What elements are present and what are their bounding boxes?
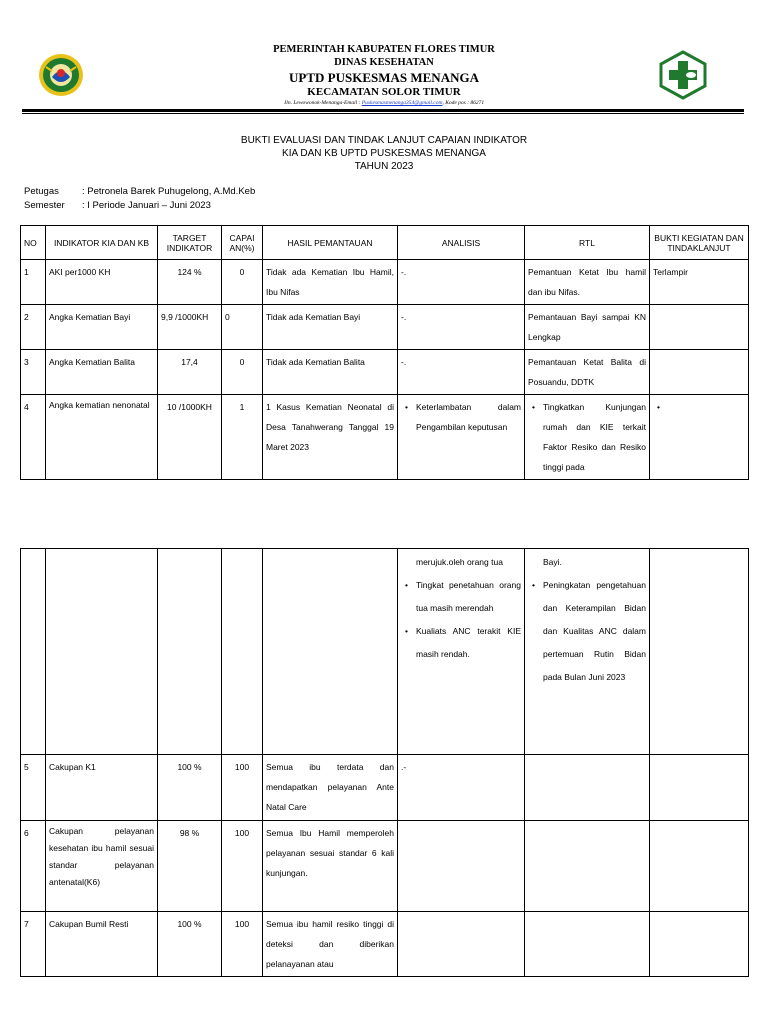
officer-label: Petugas <box>24 186 59 197</box>
cell-no: 4 <box>21 395 46 480</box>
semester-value: : I Periode Januari – Juni 2023 <box>82 200 211 211</box>
analisis-point: • Keterlambatan dalam Pengambilan keputusan <box>410 397 521 437</box>
cell-bukti <box>650 350 749 395</box>
letterhead-district: KECAMATAN SOLOR TIMUR <box>307 86 461 98</box>
cell-no: 6 <box>21 821 46 912</box>
cell-rtl <box>525 549 650 755</box>
cell-capaian: 0 <box>222 350 263 395</box>
cell-bukti <box>650 549 749 755</box>
header-rtl: RTL <box>525 226 650 260</box>
rtl-continued: Bayi. <box>543 557 562 567</box>
cell-rtl <box>525 395 650 480</box>
cell-analisis: -. <box>398 305 525 350</box>
semester-label: Semester <box>24 200 65 211</box>
cell-capaian: 100 <box>222 755 263 821</box>
cell-analisis: .- <box>398 755 525 821</box>
header-no: NO <box>21 226 46 260</box>
cell-indikator <box>46 549 158 755</box>
cell-analisis: -. <box>398 350 525 395</box>
letterhead-address <box>0 100 768 106</box>
table-row <box>21 755 749 821</box>
cell-no <box>21 549 46 755</box>
cell-rtl <box>525 755 650 821</box>
cell-bukti <box>650 821 749 912</box>
indicator-table-part2 <box>20 548 749 977</box>
indicator-table-part1 <box>20 225 749 480</box>
cell-hasil <box>263 549 398 755</box>
header-hasil: HASIL PEMANTAUAN <box>263 226 398 260</box>
address-suffix: , Kode pos : 86271 <box>442 100 485 106</box>
header-analisis: ANALISIS <box>398 226 525 260</box>
cell-target: 17,4 <box>158 350 222 395</box>
cell-no: 1 <box>21 260 46 305</box>
table-row <box>21 821 749 912</box>
address-prefix: Jln. Lewowonok-Menanga-Email : <box>283 100 362 106</box>
cell-target: 10 /1000KH <box>158 395 222 480</box>
letterhead-institution: UPTD PUSKESMAS MENANGA <box>289 70 479 85</box>
cell-indikator: AKI per1000 KH <box>46 260 158 305</box>
cell-analisis <box>398 912 525 977</box>
document-title-year: TAHUN 2023 <box>354 161 414 172</box>
header-target: TARGET INDIKATOR <box>158 226 222 260</box>
cell-analisis <box>398 549 525 755</box>
cell-bukti <box>650 395 749 480</box>
letterhead-department: DINAS KESEHATAN <box>334 57 434 68</box>
cell-hasil: 1 Kasus Kematian Neonatal di Desa Tanahwerang Tanggal 19 Maret 2023 <box>263 395 398 480</box>
rtl-point: • Peningkatan pengetahuan dan Keterampilan Bidan dan Kualitas ANC dalam pertemuan Rutin Bidan pada Bulan Juni 2023 <box>537 574 646 689</box>
table-row <box>21 305 749 350</box>
cell-indikator: Cakupan Bumil Resti <box>46 912 158 977</box>
cell-analisis <box>398 395 525 480</box>
cell-capaian <box>222 549 263 755</box>
cell-hasil: Tidak ada Kematian Balita <box>263 350 398 395</box>
table-row <box>21 350 749 395</box>
cell-rtl: Pemantuan Ketat Ibu hamil dan ibu Nifas. <box>525 260 650 305</box>
email-link[interactable]: Puskesmasmenanga354@gmail.com <box>361 100 443 106</box>
letterhead-rule-thin <box>22 113 744 114</box>
officer-line <box>24 186 255 197</box>
table-row <box>21 395 749 480</box>
cell-hasil: Semua ibu hamil resiko tinggi di deteksi dan diberikan pelanayanan atau <box>263 912 398 977</box>
table-row-continued <box>21 549 749 755</box>
cell-bukti <box>650 755 749 821</box>
header-bukti: BUKTI KEGIATAN DAN TINDAKLANJUT <box>650 226 749 260</box>
cell-indikator: Angka Kematian Bayi <box>46 305 158 350</box>
cell-capaian: 100 <box>222 821 263 912</box>
cell-capaian: 0 <box>222 260 263 305</box>
cell-no: 7 <box>21 912 46 977</box>
cell-analisis: -. <box>398 260 525 305</box>
cell-no: 5 <box>21 755 46 821</box>
cell-indikator: Angka Kematian Balita <box>46 350 158 395</box>
analisis-continued: merujuk.oleh orang tua <box>416 557 503 567</box>
cell-target: 124 % <box>158 260 222 305</box>
cell-hasil: Tidak ada Kematian Ibu Hamil, Ibu Nifas <box>263 260 398 305</box>
header-capaian: CAPAI AN(%) <box>222 226 263 260</box>
cell-rtl <box>525 912 650 977</box>
letterhead-government: PEMERINTAH KABUPATEN FLORES TIMUR <box>273 44 495 55</box>
cell-capaian: 1 <box>222 395 263 480</box>
cell-rtl: Pemantauan Ketat Balita di Posuandu, DDTK <box>525 350 650 395</box>
semester-line <box>24 200 211 211</box>
table-header-row <box>21 226 749 260</box>
table-row <box>21 912 749 977</box>
rtl-point: • Tingkatkan Kunjungan rumah dan KIE terkait Faktor Resiko dan Resiko tinggi pada <box>537 397 646 477</box>
letterhead-rule-thick <box>22 109 744 112</box>
cell-hasil: Semua Ibu Hamil memperoleh pelayanan sesuai standar 6 kali kunjungan. <box>263 821 398 912</box>
cell-capaian: 100 <box>222 912 263 977</box>
document-title-line2: KIA DAN KB UPTD PUSKESMAS MENANGA <box>282 148 486 159</box>
document-title-line1: BUKTI EVALUASI DAN TINDAK LANJUT CAPAIAN INDIKATOR <box>240 135 528 146</box>
table-row <box>21 260 749 305</box>
cell-no: 2 <box>21 305 46 350</box>
cell-target <box>158 549 222 755</box>
cell-indikator: Cakupan pelayanan kesehatan ibu hamil sesuai standar pelayanan antenatal(K6) <box>46 821 158 912</box>
cell-rtl: Pemantauan Bayi sampai KN Lengkap <box>525 305 650 350</box>
cell-target: 100 % <box>158 755 222 821</box>
analisis-point: • Kualiats ANC terakit KIE masih rendah. <box>410 620 521 666</box>
header-indikator: INDIKATOR KIA DAN KB <box>46 226 158 260</box>
cell-bukti <box>650 912 749 977</box>
cell-target: 9,9 /1000KH <box>158 305 222 350</box>
cell-bukti <box>650 305 749 350</box>
cell-analisis <box>398 821 525 912</box>
cell-hasil: Tidak ada Kematian Bayi <box>263 305 398 350</box>
analisis-point: • Tingkat penetahuan orang tua masih merendah <box>410 574 521 620</box>
cell-rtl <box>525 821 650 912</box>
cell-indikator: Angka kematian nenonatal <box>46 395 158 480</box>
cell-target: 100 % <box>158 912 222 977</box>
cell-hasil: Semua ibu terdata dan mendapatkan pelayanan Ante Natal Care <box>263 755 398 821</box>
cell-no: 3 <box>21 350 46 395</box>
officer-value: : Petronela Barek Puhugelong, A.Md.Keb <box>82 186 256 197</box>
cell-bukti: Terlampir <box>650 260 749 305</box>
cell-capaian: 0 <box>222 305 263 350</box>
cell-indikator: Cakupan K1 <box>46 755 158 821</box>
cell-target: 98 % <box>158 821 222 912</box>
